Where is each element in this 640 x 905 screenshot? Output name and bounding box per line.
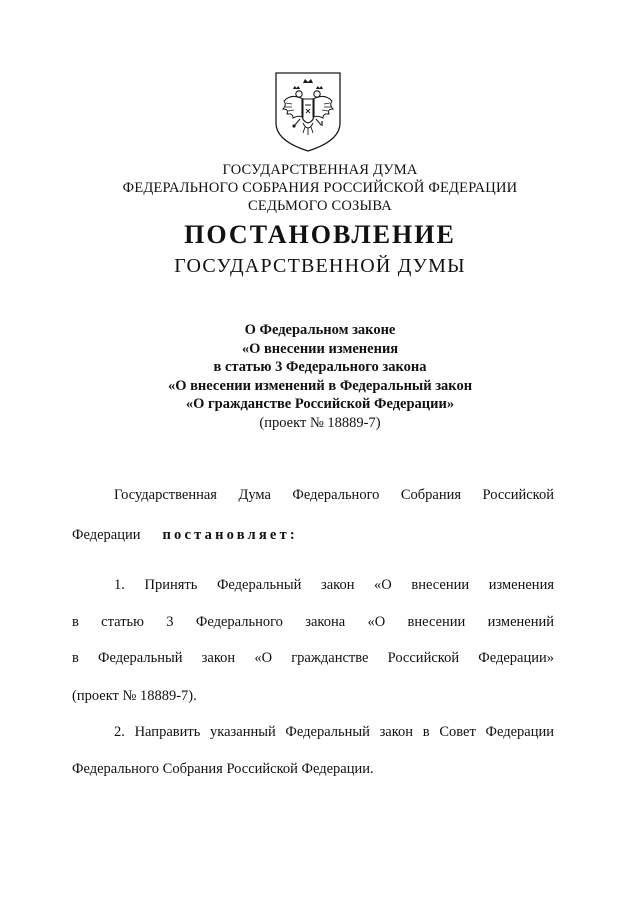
intro-text: Государственная Дума Федерального Собрания Российской (114, 487, 554, 503)
subject-line: «О внесении изменения (241, 340, 399, 357)
coat-of-arms-icon (273, 71, 343, 153)
intro-paragraph-line2 (72, 526, 554, 544)
subject-line: «О гражданстве Российской Федерации» (185, 396, 455, 412)
intro-text: Федерации (72, 527, 141, 543)
item1-text: 1. Принять Федеральный закон «О внесении изменения (114, 577, 554, 593)
intro-paragraph-line1 (72, 486, 554, 504)
item2-line2: Федерального Собрания Российской Федерации. (72, 761, 374, 777)
subject-line: «О внесении изменений в Федеральный закон (167, 377, 473, 394)
org-name-line2: ФЕДЕРАЛЬНОГО СОБРАНИЯ РОССИЙСКОЙ ФЕДЕРАЦИИ (122, 180, 518, 196)
document-subject (0, 321, 640, 432)
subject-line: в статью 3 Федерального закона (213, 359, 427, 375)
convocation-label: СЕДЬМОГО СОЗЫВА (248, 198, 392, 214)
org-name-line1: ГОСУДАРСТВЕННАЯ ДУМА (222, 162, 418, 178)
item2-text: 2. Направить указанный Федеральный закон в Совет Федерации (114, 724, 554, 740)
resolves-verb: постановляет: (162, 527, 298, 543)
document-issuer: ГОСУДАРСТВЕННОЙ ДУМЫ (174, 255, 466, 277)
item1-line4: (проект № 18889-7). (72, 688, 197, 704)
bill-number: (проект № 18889-7) (259, 414, 381, 431)
item1-line1 (72, 576, 554, 594)
item2-line1 (72, 723, 554, 741)
item1-line2: в статью 3 Федерального закона «О внесении изменений (72, 614, 554, 630)
subject-line: О Федеральном законе (244, 322, 396, 338)
item1-line3: в Федеральный закон «О гражданстве Российской Федерации» (72, 650, 554, 666)
document-type-title: ПОСТАНОВЛЕНИЕ (184, 220, 456, 249)
